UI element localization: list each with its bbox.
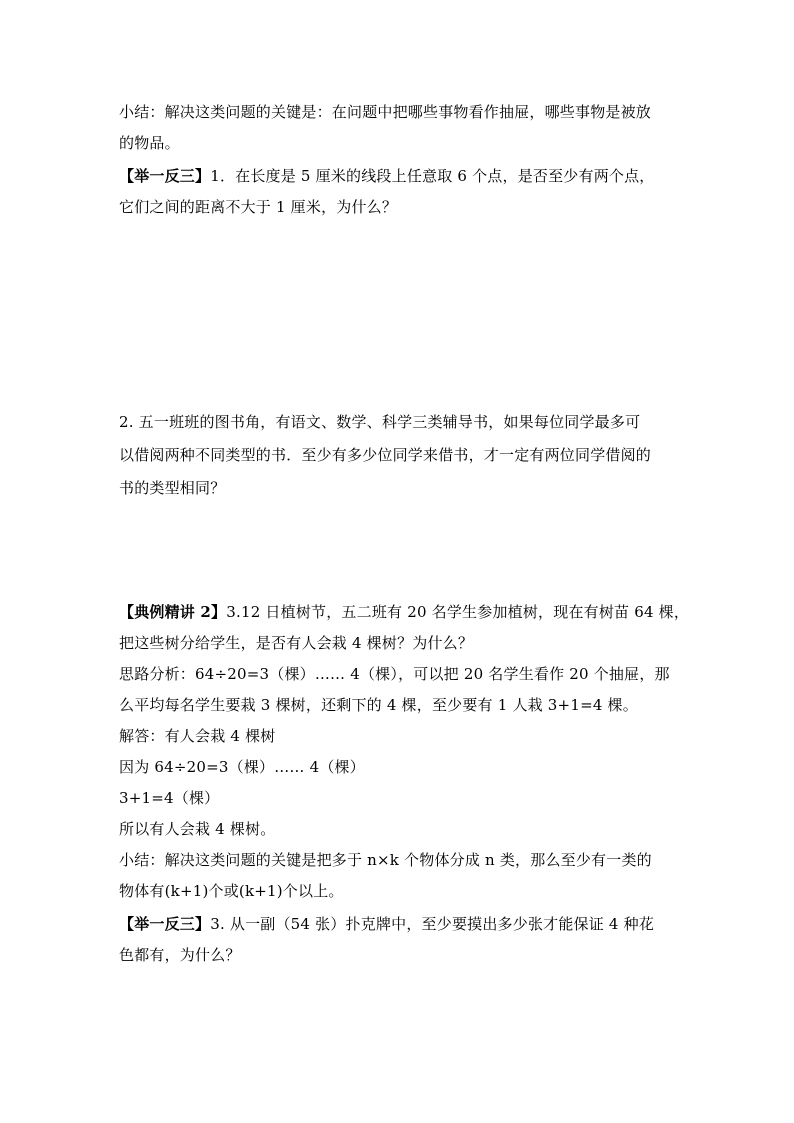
- summary-2-line-1: 小结：解决这类问题的关键是把多于 n×k 个物体分成 n 类，那么至少有一类的: [119, 851, 652, 869]
- practice-1-text: 1．在长度是 5 厘米的线段上任意取 6 个点，是否至少有两个点，: [210, 167, 655, 185]
- practice-tag: 【举一反三】: [119, 915, 211, 933]
- answer-line-1: 解答：有人会栽 4 棵树: [119, 727, 276, 745]
- summary-2-line-2: 物体有(k+1)个或(k+1)个以上。: [119, 882, 344, 900]
- example-tag: 【典例精讲 2】: [119, 603, 227, 621]
- question-2-line-2: 以借阅两种不同类型的书．至少有多少位同学来借书，才一定有两位同学借阅的: [119, 446, 652, 464]
- answer-line-2: 因为 64÷20=3（棵）…… 4（棵）: [119, 758, 365, 776]
- practice-3-text: 3. 从一副（54 张）扑克牌中，至少要摸出多少张才能保证 4 种花: [210, 915, 655, 933]
- practice-3-line-2: 色都有，为什么？: [119, 946, 241, 964]
- practice-tag: 【举一反三】: [119, 167, 211, 185]
- answer-line-4: 所以有人会栽 4 棵树。: [119, 820, 276, 838]
- example-2-line-2: 把这些树分给学生，是否有人会栽 4 棵树？为什么？: [119, 634, 474, 652]
- analysis-line-1: 思路分析：64÷20=3（棵）…… 4（棵），可以把 20 名学生看作 20 个抽屉，那: [119, 665, 670, 683]
- practice-1-line-2: 它们之间的距离不大于 1 厘米，为什么？: [119, 198, 398, 216]
- analysis-line-2: 么平均每名学生要栽 3 棵树，还剩下的 4 棵，至少要有 1 人栽 3+1=4 棵。: [119, 696, 638, 714]
- question-2-line-3: 书的类型相同？: [119, 479, 226, 497]
- answer-line-3: 3+1=4（棵）: [119, 789, 220, 807]
- summary-1-line-2: 的物品。: [119, 134, 180, 152]
- question-2-line-1: 2. 五一班班的图书角，有语文、数学、科学三类辅导书，如果每位同学最多可: [119, 413, 641, 431]
- practice-3-line-1: [119, 914, 679, 934]
- example-2-text: 3.12 日植树节，五二班有 20 名学生参加植树，现在有树苗 64 棵，: [226, 603, 690, 621]
- summary-1-line-1: 小结：解决这类问题的关键是：在问题中把哪些事物看作抽屉，哪些事物是被放: [119, 103, 652, 121]
- example-2-line-1: [119, 602, 690, 622]
- practice-1-line-1: [119, 166, 679, 186]
